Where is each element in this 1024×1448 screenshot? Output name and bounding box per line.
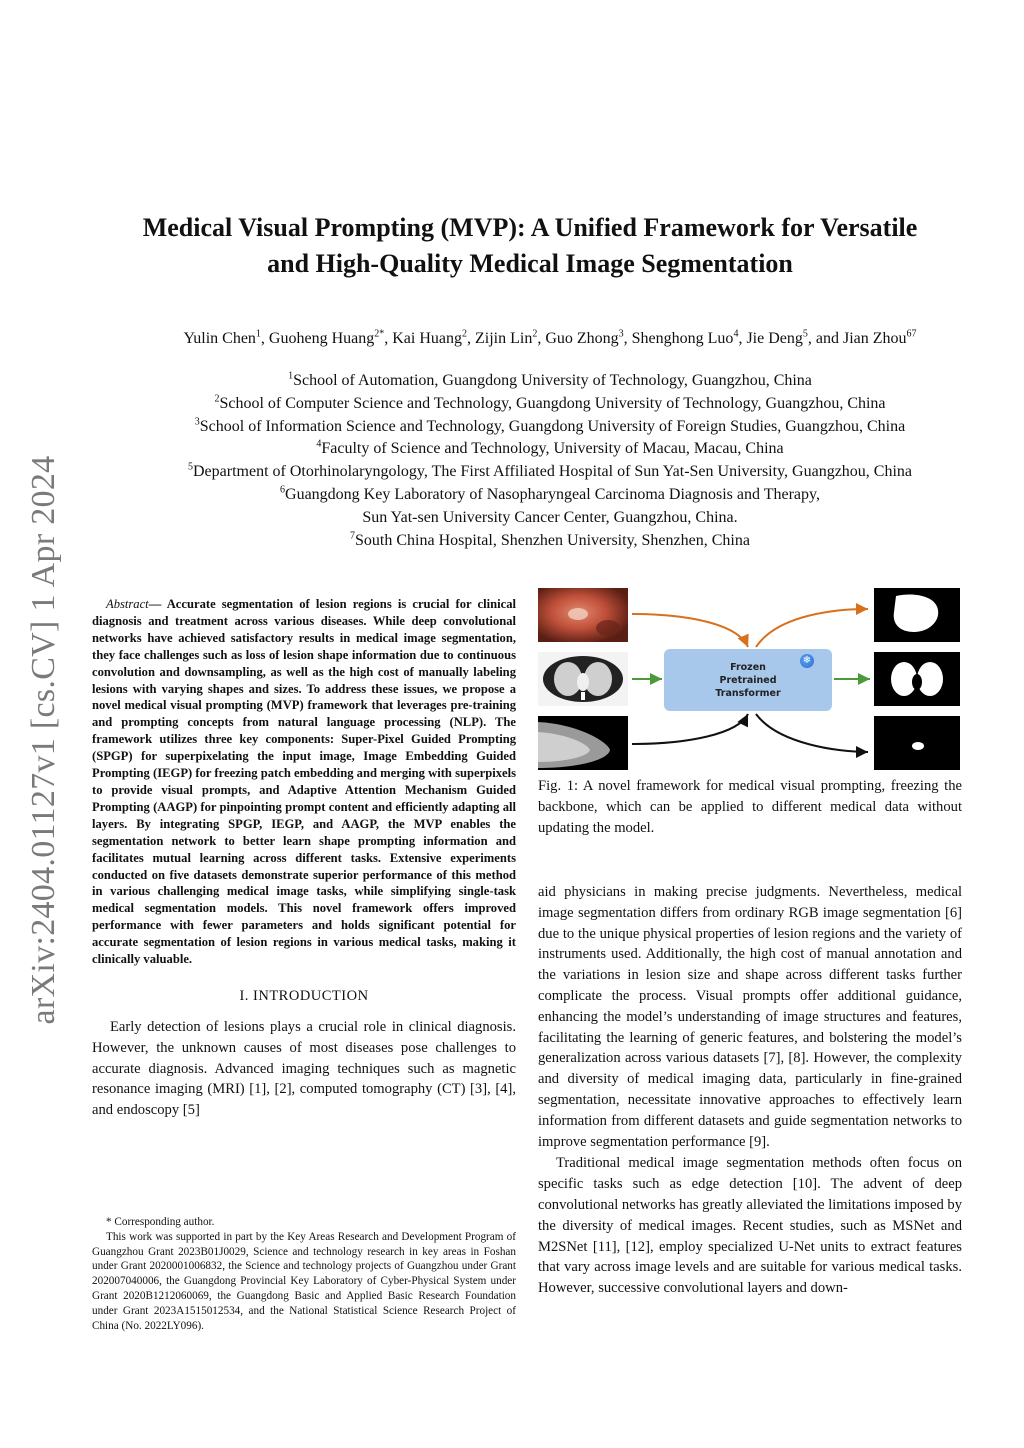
author: Shenghong Luo$^4$, (631, 328, 747, 347)
title-line-1: Medical Visual Prompting (MVP): A Unified Framework for Versatile (142, 213, 918, 242)
affiliation: $^6$Guangdong Key Laboratory of Nasopharyngeal Carcinoma Diagnosis and Therapy, (280, 484, 820, 503)
intro-paragraph: Early detection of lesions plays a crucial role in clinical diagnosis. However, the unknown causes of most diseases pose challenges to accurate diagnosis. Advanced imaging techniques such as magnetic resonance imaging (MRI) [1], [2], computed tomography (CT) [3], [4], and endoscopy [5] (92, 1018, 516, 1119)
snowflake-icon: ❄ (800, 654, 814, 668)
arxiv-identifier-text: arXiv:2404.01127v1 [cs.CV] 1 Apr 2024 (25, 455, 62, 1025)
author: Guo Zhong$^3$, (545, 328, 632, 347)
title-line-2: and High-Quality Medical Image Segmentation (267, 249, 793, 278)
author: Guoheng Huang$^{2*}$, (268, 328, 393, 347)
author: Zijin Lin$^2$, (475, 328, 546, 347)
box-label-line-1: Frozen (730, 661, 766, 673)
left-column (92, 596, 516, 1121)
arrow-output-1 (756, 609, 868, 647)
funding-note: This work was supported in part by the Key Areas Research and Development Program of Guangzhou Grant 2023B01J0029, Science and technology research in key areas in Foshan under Grant 2020001006832, the Science and technology projects of Guangzhou under Grant 202007040006, the Guangdong Provincial Key Laboratory of Cyber-Physical System under Grant 2020B1212060069, the Guangdong Basic and Applied Basic Research Foundation under Grant 2023A1515012534, and the National Statistical Science Research Project of China (No. 2022LY096). (92, 1230, 516, 1332)
affiliation: $^7$South China Hospital, Shenzhen University, Shenzhen, China (350, 530, 750, 549)
corresponding-author-note: * Corresponding author. (106, 1216, 215, 1228)
section-heading-introduction: I. INTRODUCTION (239, 987, 369, 1004)
affiliation: $^5$Department of Otorhinolaryngology, The First Affiliated Hospital of Sun Yat-Sen University, Guangzhou, China (187, 461, 913, 481)
arxiv-identifier (14, 420, 74, 1060)
abstract (92, 596, 516, 968)
footnotes (92, 1215, 516, 1333)
body-paragraph: Traditional medical image segmentation methods often focus on specific tasks such as edge detection [10]. The advent of deep convolutional networks has greatly alleviated the limitations imposed by the diversity of medical images. Recent studies, such as MSNet and M2SNet [11], [12], employ specialized U-Net units to extract features that vary across image levels and are suitable for various medical tasks. However, successive convolutional layers and down- (538, 1155, 962, 1297)
chest-ct-image (538, 652, 628, 706)
paper-title (90, 210, 970, 282)
endoscopy-image (538, 588, 628, 642)
affiliation: $^3$School of Information Science and Technology, Guangdong University of Foreign Studies, Guangzhou, China (194, 416, 906, 435)
affiliation-list (70, 370, 1024, 552)
affiliation: $^4$Faculty of Science and Technology, University of Macau, Macau, China (316, 439, 784, 458)
author: Kai Huang$^2$, (392, 328, 475, 347)
arrow-input-3 (632, 714, 748, 744)
arrow-output-3 (756, 714, 868, 752)
affiliation: $^1$School of Automation, Guangdong University of Technology, Guangzhou, China (288, 370, 812, 389)
mask-output-1 (874, 588, 960, 642)
abstract-label: Abstract (106, 597, 149, 611)
box-label-line-2: Pretrained (719, 674, 777, 686)
abstract-text: — Accurate segmentation of lesion regions is crucial for clinical diagnosis and treatment across various diseases. While deep convolutional networks have achieved satisfactory results in medical image segmentation, they face challenges such as loss of lesion shape information due to continuous convolution and downsampling, as well as the high cost of manually labeling lesions with varying shapes and sizes. To address these issues, we propose a novel medical visual prompting (MVP) framework that leverages pre-training and prompting concepts from natural language processing (NLP). The framework utilizes three key components: Super-Pixel Guided Prompting (SPGP) for superpixelating the input image, Image Embedding Guided Prompting (IEGP) for freezing patch embedding and merging with superpixels to provide visual prompts, and Adaptive Attention Mechanism Guided Prompting (AAGP) for pinpointing prompt content and efficiently adapting all layers. By integrating SPGP, IEGP, and AAGP, the MVP enables the segmentation network to better learn shape prompting information and facilitates mutual learning across different tasks. Extensive experiments conducted on five datasets demonstrate superior performance of this method in various challenging medical image tasks, while simplifying single-task medical segmentation models. This novel framework offers improved performance with fewer parameters and holds significant potential for accurate segmentation of lesion regions in various medical tasks, making it clinically valuable. (92, 597, 516, 967)
author: Jian Zhou$^{67}$ (842, 328, 917, 347)
affiliation: Sun Yat-sen University Cancer Center, Guangzhou, China. (362, 508, 738, 526)
arrow-input-1 (632, 614, 748, 647)
author: Yulin Chen$^1$, (183, 328, 269, 347)
author: Jie Deng$^5$, and (746, 328, 843, 347)
body-paragraph: aid physicians in making precise judgments. Nevertheless, medical image segmentation differs from ordinary RGB image segmentation [6] due to the unique physical properties of lesion regions and the variety of instruments used. Additionally, the high cost of manual annotation and the variations in lesion size and shape across different tasks further complicate the process. Visual prompts offer additional guidance, enhancing the model’s understanding of image structures and features, facilitating the learning of generic features, and bolstering the model’s generalization across various datasets [7], [8]. However, the complexity and diversity of medical imaging data, particularly in fine-grained segmentation, necessitate innovative approaches to effectively learn information from different datasets and guide segmentation networks to improve segmentation performance [9]. (538, 884, 962, 1150)
mammography-image (538, 716, 628, 770)
author-list (70, 328, 1024, 350)
figure-1 (538, 584, 962, 774)
mask-output-2 (874, 652, 960, 706)
mask-output-3 (874, 716, 960, 770)
right-column (538, 882, 962, 1299)
affiliation: $^2$School of Computer Science and Technology, Guangdong University of Technology, Guangzhou, China (214, 393, 886, 412)
box-label-line-3: Transformer (715, 687, 781, 699)
figure-caption: Fig. 1: A novel framework for medical visual prompting, freezing the backbone, which can be applied to different medical data without updating the model. (538, 778, 962, 836)
